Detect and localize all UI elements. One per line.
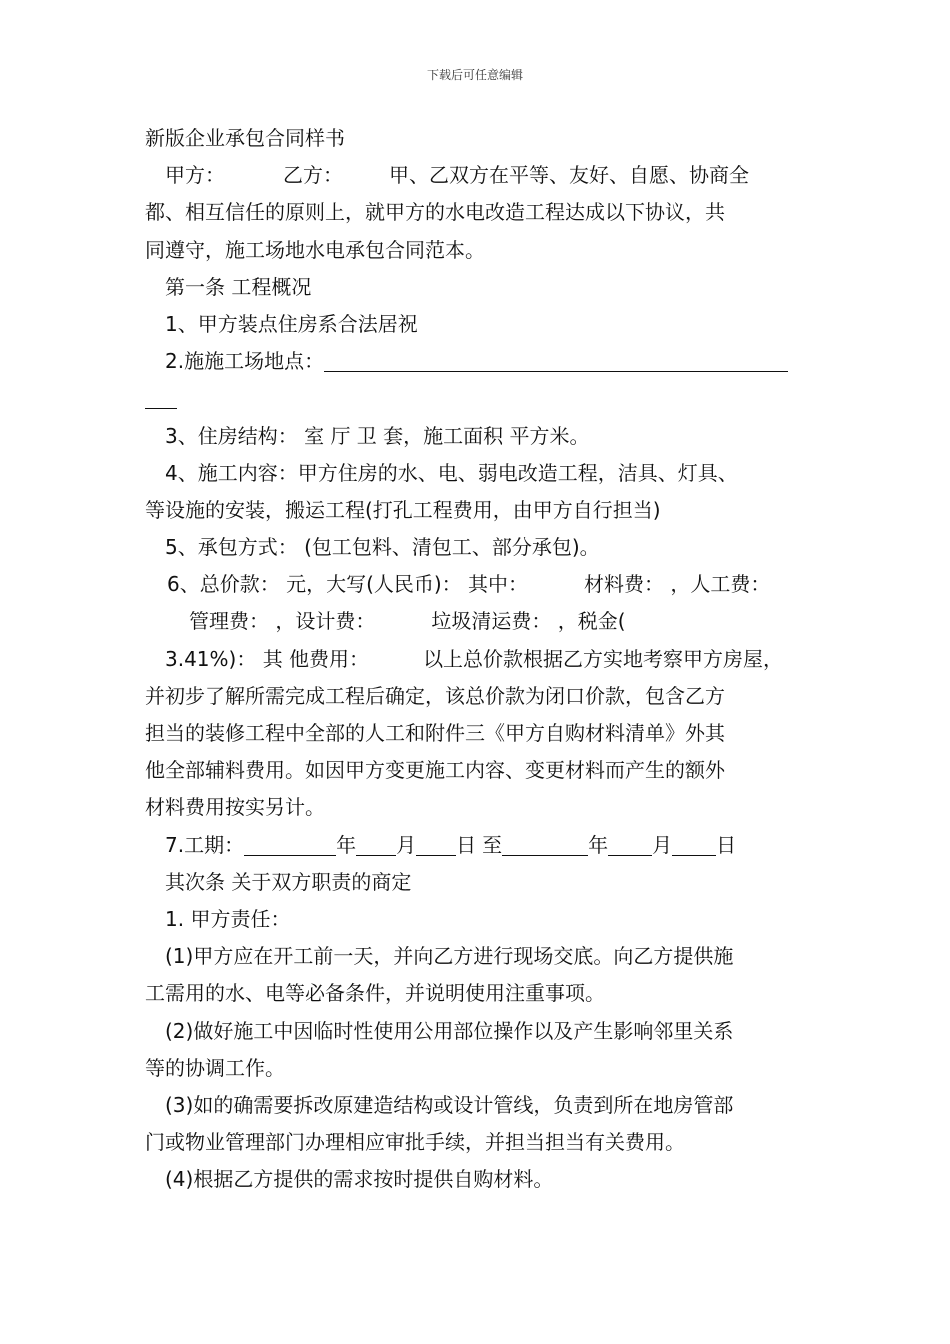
- item-6-line-3: [145, 641, 825, 678]
- duty-3-line-1: (3)如的确需要拆改原建造结构或设计管线，负责到所在地房管部: [165, 1092, 734, 1117]
- start-day-blank: [416, 835, 456, 856]
- item-6-line-2: [145, 603, 825, 640]
- article-1-heading: 第一条 工程概况: [165, 274, 312, 299]
- item-2-continuation: [145, 380, 825, 417]
- party-b-label: 乙方：: [283, 163, 343, 188]
- item-6-line-1: [145, 566, 825, 603]
- to-label: 至: [482, 832, 503, 857]
- duty-4: (4)根据乙方提供的需求按时提供自购材料。: [165, 1167, 554, 1192]
- duty-2-line-1: (2)做好施工中因临时性使用公用部位操作以及产生影响邻里关系: [165, 1018, 734, 1043]
- item-6-desc-2: 并初步了解所需完成工程后确定，该总价款为闭口价款，包含乙方: [145, 683, 725, 708]
- start-month-label: 月: [396, 832, 417, 857]
- duty-2-line-2: 等的协调工作。: [145, 1055, 285, 1080]
- end-day-label: 日: [716, 832, 737, 857]
- item-3: 3、住房结构： 室 厅 卫 套，施工面积 平方米。: [165, 423, 590, 448]
- item-2: [145, 343, 825, 380]
- item-7-label: 7.工期：: [165, 832, 245, 857]
- start-year-blank: [244, 835, 336, 856]
- item-2-label: 2.施施工场地点：: [165, 349, 325, 374]
- end-month-label: 月: [652, 832, 673, 857]
- item-6-material: 材料费： ，人工费：: [584, 572, 771, 597]
- intro-line-3: 同遵守，施工场地水电承包合同范本。: [145, 237, 485, 262]
- end-year-label: 年: [588, 832, 609, 857]
- contract-body: [145, 120, 825, 1198]
- article-2-heading: 其次条 关于双方职责的商定: [165, 869, 412, 894]
- item-1: 1、甲方装点住房系合法居祝: [165, 311, 418, 336]
- item-6-desc-4: 他全部辅料费用。如因甲方变更施工内容、变更材料而产生的额外: [145, 758, 725, 783]
- item-6-desc-5: 材料费用按实另计。: [145, 795, 325, 820]
- end-day-blank: [672, 835, 716, 856]
- item-4-line-2: 等设施的安装，搬运工程(打孔工程费用，由甲方自行担当): [145, 497, 661, 522]
- end-month-blank: [608, 835, 652, 856]
- item-5: 5、承包方式： (包工包料、清包工、部分承包)。: [165, 535, 600, 560]
- start-month-blank: [356, 835, 396, 856]
- duty-1-line-2: 工需用的水、电等必备条件，并说明使用注重事项。: [145, 981, 605, 1006]
- site-address-blank: [324, 351, 788, 372]
- intro-line-1: [145, 157, 825, 194]
- document-title: 新版企业承包合同样书: [145, 126, 345, 150]
- site-address-blank-end: [145, 388, 177, 409]
- intro-text-1: 甲、乙双方在平等、友好、自愿、协商全: [389, 163, 749, 188]
- item-7: [145, 827, 825, 864]
- item-6-garbage: 垃圾清运费： ，税金(: [431, 609, 626, 634]
- item-6-desc-1: 以上总价款根据乙方实地考察甲方房屋，: [423, 646, 784, 671]
- item-6-price: 6、总价款： 元，大写(人民币)： 其中：: [167, 572, 529, 597]
- item-6-desc-3: 担当的装修工程中全部的人工和附件三《甲方自购材料清单》外其: [145, 721, 725, 745]
- duty-1-line-1: (1)甲方应在开工前一天，并向乙方进行现场交底。向乙方提供施: [165, 944, 734, 969]
- item-6-mgmt: 管理费： ，设计费：: [189, 609, 376, 634]
- page-header-note: 下载后可任意编辑: [426, 68, 523, 82]
- item-6-tax: 3.41%)： 其 他费用：: [165, 646, 370, 671]
- party-a-duty-heading: 1. 甲方责任：: [165, 906, 291, 931]
- start-day-label: 日: [456, 832, 477, 857]
- party-a-label: 甲方：: [165, 163, 225, 188]
- end-year-blank: [502, 835, 588, 856]
- start-year-label: 年: [336, 832, 357, 857]
- intro-line-2: 都、相互信任的原则上，就甲方的水电改造工程达成以下协议，共: [145, 200, 725, 225]
- duty-3-line-2: 门或物业管理部门办理相应审批手续，并担当担当有关费用。: [145, 1130, 685, 1155]
- item-4-line-1: 4、施工内容：甲方住房的水、电、弱电改造工程，洁具、灯具、: [165, 460, 738, 485]
